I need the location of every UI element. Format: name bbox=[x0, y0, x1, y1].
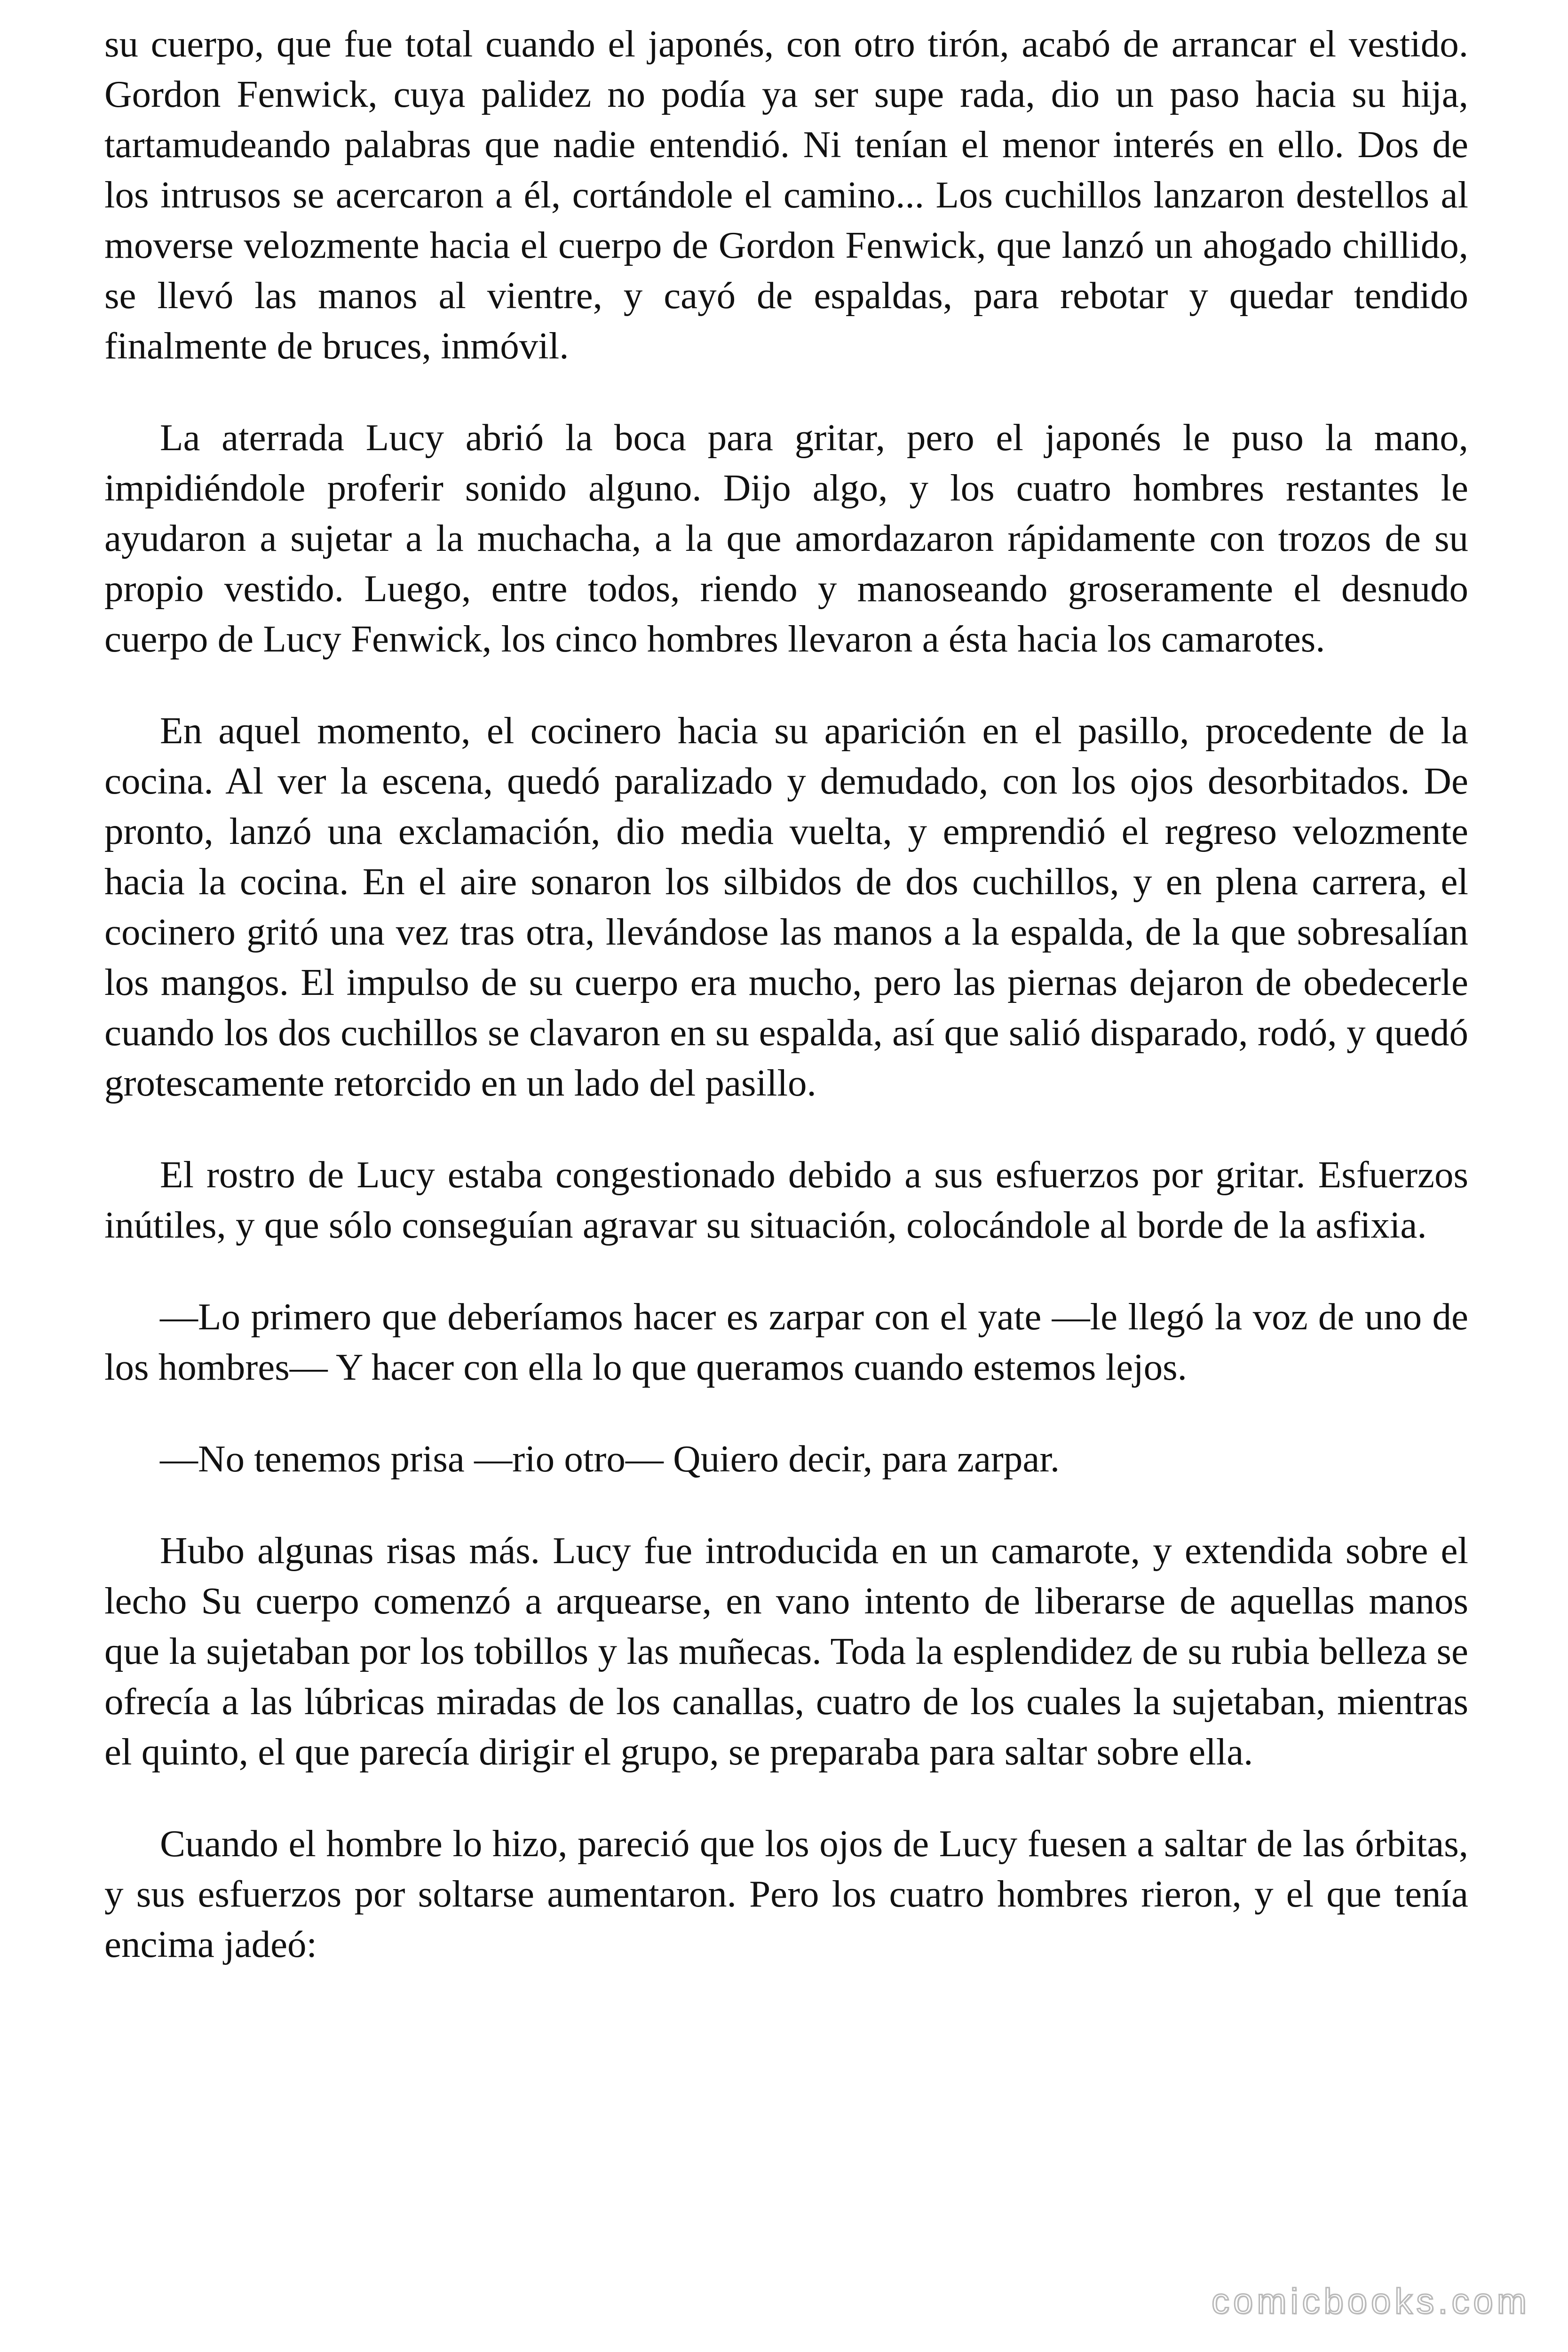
paragraph-5: —Lo primero que deberíamos hacer es zarpar con el yate —le llegó la voz de uno de los hombres— Y hacer con ella lo que queramos cuando estemos lejos. bbox=[104, 1295, 1468, 1388]
paragraph-7: Hubo algunas risas más. Lucy fue introducida en un camarote, y extendida sobre el lecho Su cuerpo comenzó a arquearse, en vano intento de liberarse de aquellas manos que la sujetaban por los tobillos y las muñecas. Toda la esplendidez de su rubia belleza se ofrecía a las lúbricas miradas de los canallas, cuatro de los cuales la sujetaban, mientras el quinto, el que parecía dirigir el grupo, se preparaba para saltar sobre ella. bbox=[104, 1529, 1468, 1773]
paragraph-1: su cuerpo, que fue total cuando el japonés, con otro tirón, acabó de arrancar el vestido. Gordon Fenwick, cuya palidez no podía ya ser supe rada, dio un paso hacia su hija, tartamudeando palabras que nadie entendió. Ni tenían el menor interés en ello. Dos de los intrusos se acercaron a él, cortándole el camino... Los cuchillos lanzaron destellos al moverse velozmente hacia el cuerpo de Gordon Fenwick, que lanzó un ahogado chillido, se llevó las manos al vientre, y cayó de espaldas, para rebotar y quedar tendido finalmente de bruces, inmóvil. bbox=[104, 23, 1468, 367]
paragraph-6: —No tenemos prisa —rio otro— Quiero decir, para zarpar. bbox=[160, 1438, 1060, 1480]
paragraph-3: En aquel momento, el cocinero hacia su aparición en el pasillo, procedente de la cocina. Al ver la escena, quedó paralizado y demudado, con los ojos desorbitados. De pronto, lanzó una exclamación, dio media vuelta, y emprendió el regreso velozmente hacia la cocina. En el aire sonaron los silbidos de dos cuchillos, y en plena carrera, el cocinero gritó una vez tras otra, llevándose las manos a la espalda, de la que sobresalían los mangos. El impulso de su cuerpo era mucho, pero las piernas dejaron de obedecerle cuando los dos cuchillos se clavaron en su espalda, así que salió disparado, rodó, y quedó grotescamente retorcido en un lado del pasillo. bbox=[104, 709, 1468, 1104]
watermark: comicbooks.com bbox=[1212, 2281, 1530, 2321]
paragraph-2: La aterrada Lucy abrió la boca para gritar, pero el japonés le puso la mano, impidiéndole proferir sonido alguno. Dijo algo, y los cuatro hombres restantes le ayudaron a sujetar a la muchacha, a la que amordazaron rápidamente con trozos de su propio vestido. Luego, entre todos, riendo y manoseando groseramente el desnudo cuerpo de Lucy Fenwick, los cinco hombres llevaron a ésta hacia los camarotes. bbox=[104, 416, 1468, 660]
document-body bbox=[104, 19, 1468, 1970]
paragraph-4: El rostro de Lucy estaba congestionado debido a sus esfuerzos por gritar. Esfuerzos inútiles, y que sólo conseguían agravar su situación, colocándole al borde de la asfixia. bbox=[104, 1153, 1468, 1246]
paragraph-8: Cuando el hombre lo hizo, pareció que los ojos de Lucy fuesen a saltar de las órbitas, y sus esfuerzos por soltarse aumentaron. Pero los cuatro hombres rieron, y el que tenía encima jadeó: bbox=[104, 1822, 1468, 1965]
